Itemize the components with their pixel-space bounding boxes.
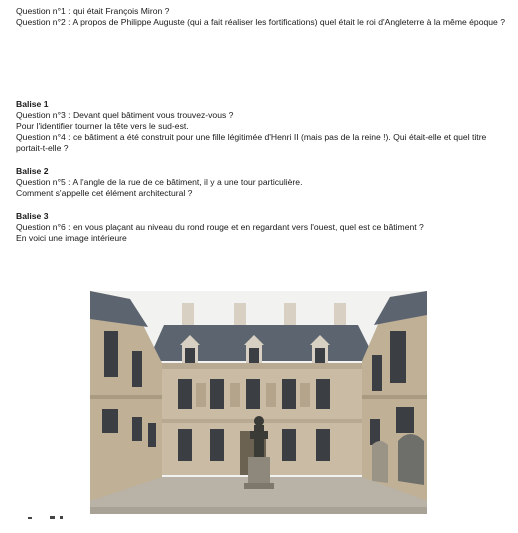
courtyard-building-photo [90,291,427,514]
question-2: Question n°2 : A propos de Philippe Auguste (qui a fait réaliser les fortifications) quel était le roi d'Angleterre à la même époque ? [16,17,505,27]
question-3: Question n°3 : Devant quel bâtiment vous trouvez-vous ? [16,110,234,120]
question-3-hint: Pour l'identifier tourner la tête vers le sud-est. [16,121,189,131]
balise-3-heading: Balise 3 [16,211,49,221]
question-4: Question n°4 : ce bâtiment a été construit pour une fille légitimée d'Henri II (mais pas de la reine !). Qui était-elle et quel titre portait-t-elle ? [16,132,487,153]
question-5-followup: Comment s'appelle cet élément architectural ? [16,188,193,198]
document-body [16,0,506,244]
question-1: Question n°1 : qui était François Miron ? [16,6,170,16]
photo-arch-door [398,434,424,485]
balise-1-heading: Balise 1 [16,99,49,109]
question-6-caption: En voici une image intérieure [16,233,127,243]
photo-pedestal [248,457,270,485]
question-6: Question n°6 : en vous plaçant au niveau du rond rouge et en regardant vers l'ouest, quel est ce bâtiment ? [16,222,424,232]
question-5: Question n°5 : A l'angle de la rue de ce bâtiment, il y a une tour particulière. [16,177,303,187]
stray-mark [28,516,68,520]
balise-2-heading: Balise 2 [16,166,49,176]
